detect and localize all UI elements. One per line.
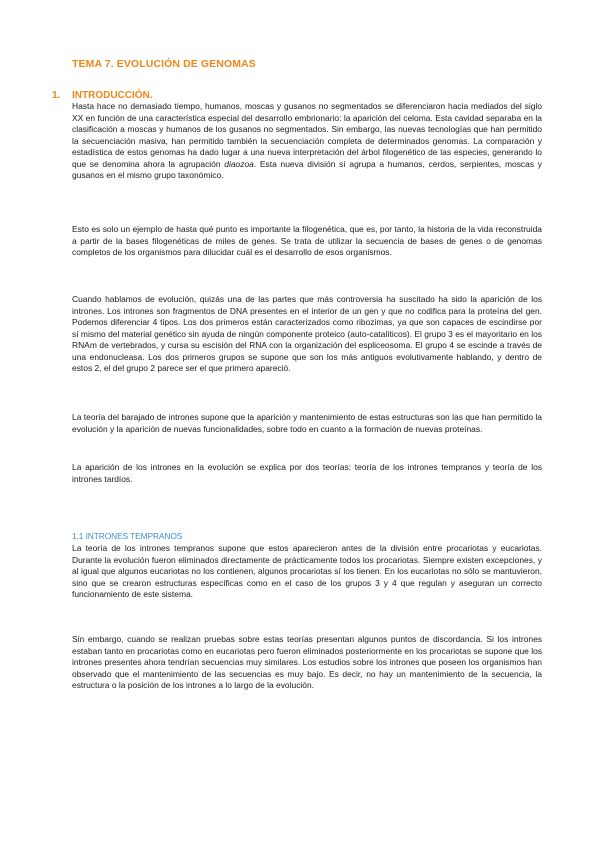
paragraph-introns: Cuando hablamos de evolución, quizás una de las partes que más controversia ha suscitado ha sido la aparición de los intrones. Los intrones son fragmentos de DNA presentes en el interior de un gen y que no codifica para la proteína del gen. Podemos diferenciar 4 tipos. Los dos primeros están caracterizados como ribozimas, ya que son capaces de escindirse por sí mismo del material genético sin ayuda de ningún componente proteico (auto-catalíticos). El grupo 3 es el mayoritario en los RNAm de vertebrados, y cursa su escisión del RNA con la organización del espliceosoma. El grupo 4 se escinde a través de una endonucleasa. Los dos primeros grupos se supone que son los más antiguos evolutivamente hablando, y dentro de estos 2, el del grupo 2 parece ser el que primero apareció.: [72, 294, 542, 374]
paragraph-phylogenetics: Esto es solo un ejemplo de hasta qué punto es importante la filogenética, que es, por tanto, la historia de la vida reconstruida a partir de la bases filogenéticas de miles de genes. Se trata de utilizar la secuencia de bases de genes o de genomas completos de los organismos para dilucidar cuál es el desarrollo de esos organismos.: [72, 224, 542, 258]
section-number: 1.: [52, 90, 61, 101]
paragraph-intro: [72, 101, 542, 182]
section-heading: [52, 90, 153, 101]
paragraph-theories: La aparición de los intrones en la evolución se explica por dos teorías: teoría de los intrones tempranos y teoría de los intrones tardíos.: [72, 462, 542, 484]
paragraph-intro-text-b: . Esta nueva división sí agrupa a humanos, cerdos, serpientes, moscas y gusanos en el mismo grupo taxonómico.: [72, 158, 542, 181]
section-label: INTRODUCCIÓN.: [72, 90, 153, 101]
paragraph-early-introns: La teoría de los intrones tempranos supone que estos aparecieron antes de la división entre procariotas y eucariotas. Durante la evolución fueron eliminados directamente de prácticamente todos los procariotas. Siempre existen excepciones, y al igual que algunos eucariotas no los contienen, algunos procariotas sí los tienen. En los eucariotas no sólo se mantuvieron, sino que se crearon estructuras específicas como en el caso de los grupos 3 y 4 que regulan y aseguran un correcto funcionamiento de este sistema.: [72, 543, 542, 600]
paragraph-discordance: Sin embargo, cuando se realizan pruebas sobre estas teorías presentan algunos puntos de discordancia. Si los intrones estaban tanto en procariotas como en eucariotas pero fueron eliminados posteriormente en los procariotas se supone que los intrones presentes ahora tendrían secuencias muy similares. Los estudios sobre los intrones que poseen los organismos han observado que el mantenimiento de las secuencias es muy bajo. Es decir, no hay un mantenimiento de la secuencia, la estructura o la posición de los intrones a lo largo de la evolución.: [72, 634, 542, 691]
document-title: TEMA 7. EVOLUCIÓN DE GENOMAS: [72, 58, 256, 70]
paragraph-shuffling: La teoría del barajado de intrones supone que la aparición y mantenimiento de estas estructuras son las que han permitido la evolución y la aparición de nuevas funcionalidades, sobre todo en cuanto a la formación de nuevas proteínas.: [72, 412, 542, 434]
paragraph-intro-text-a: Hasta hace no demasiado tiempo, humanos, moscas y gusanos no segmentados se diferenciaron hacia mediados del siglo XX en función de una característica especial del desarrollo embrionario: la aparición del celoma. Esta cavidad separaba en la clasificación a moscas y humanos de los gusanos no segmentados. Sin embargo, las nuevas tecnologías que han permitido la secuenciación masiva, han permitido también la secuenciación completa de determinados genomas. La comparación y estadística de estos genomas ha dado lugar a una nueva interpretación del árbol filogenético de las especies, generando lo que se denomina ahora la agrupación: [72, 101, 542, 169]
paragraph-intro-italic: diaozoa: [224, 158, 254, 169]
subsection-heading: 1.1 INTRONES TEMPRANOS: [72, 531, 183, 541]
